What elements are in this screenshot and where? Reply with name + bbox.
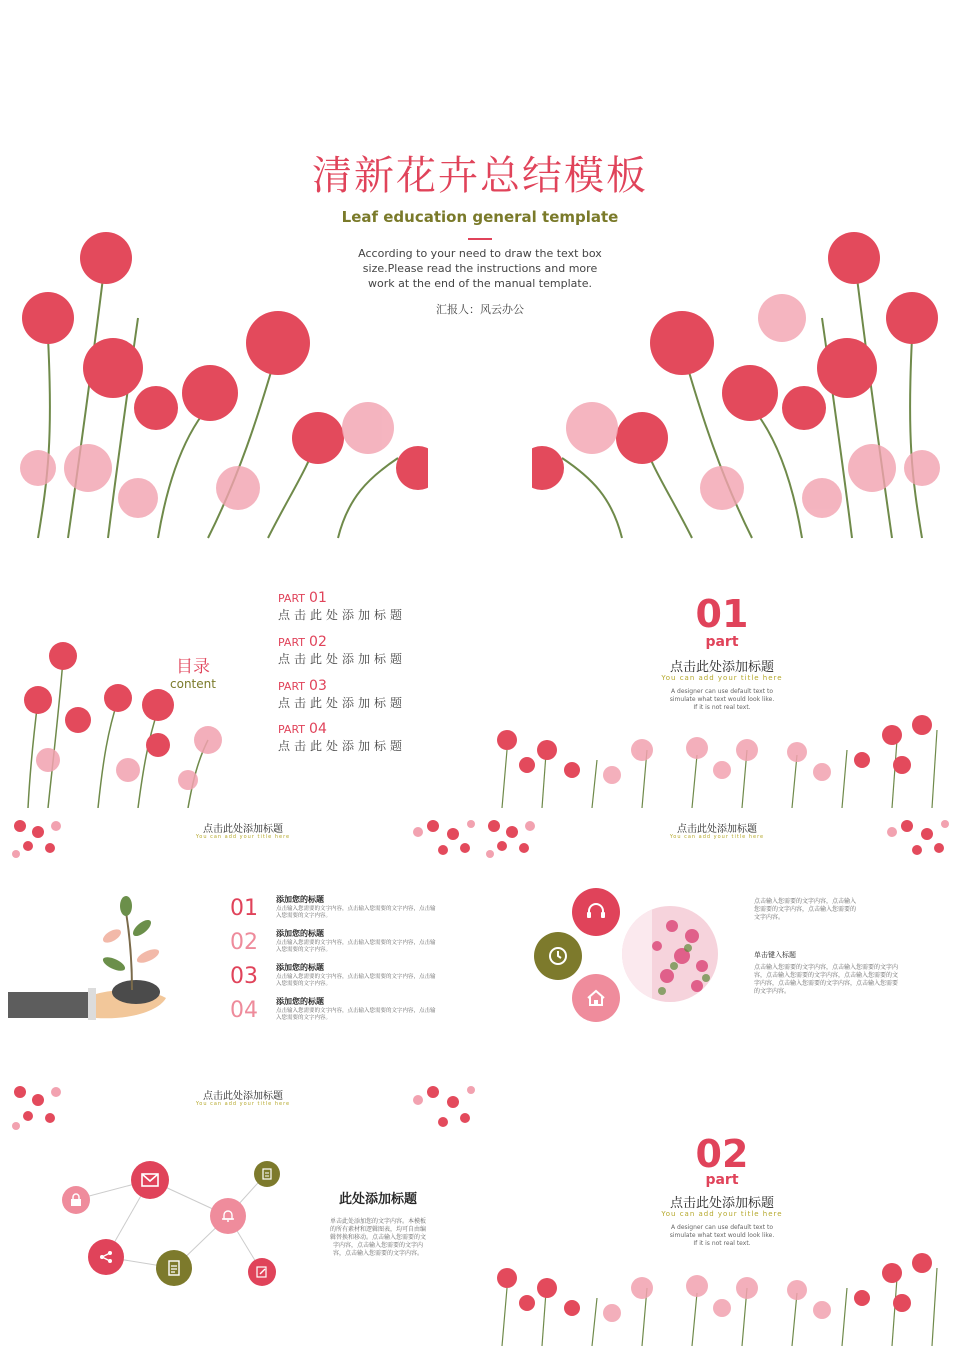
list-item-number: 03 bbox=[230, 964, 258, 989]
list-item-heading: 添加您的标题 bbox=[276, 963, 324, 972]
section-subtitle: You can add your title here bbox=[661, 1210, 783, 1218]
carnation-illustration-left bbox=[8, 218, 428, 540]
info-paragraph-1: 点击输入您需要的文字内容，点击输入您需要的文字内容，点击输入您需要的文字内容。 bbox=[754, 898, 857, 921]
toc-part-number: 02 bbox=[309, 634, 327, 650]
toc-item-3[interactable] bbox=[278, 678, 406, 711]
toc-slide bbox=[8, 580, 478, 808]
list-item-number: 04 bbox=[230, 998, 258, 1023]
document-small-icon-circle bbox=[254, 1161, 280, 1187]
carnation-corner-right bbox=[877, 812, 952, 862]
cover-slide bbox=[8, 58, 952, 540]
toc-item-1[interactable] bbox=[278, 590, 406, 623]
header-slide-b bbox=[482, 812, 952, 862]
list-item-heading: 添加您的标题 bbox=[276, 997, 324, 1006]
header-subtitle: You can add your title here bbox=[195, 834, 291, 840]
clock-icon bbox=[547, 945, 569, 967]
toc-part-label: PART bbox=[278, 723, 306, 736]
toc-part-label: PART bbox=[278, 636, 306, 649]
headset-icon-circle bbox=[572, 888, 620, 936]
toc-part-number: 01 bbox=[309, 590, 327, 606]
toc-part-label: PART bbox=[278, 592, 306, 605]
cover-description: According to your need to draw the text box size.Please read the instructions and more work at the end of the manual template. bbox=[358, 247, 602, 290]
icons-photo-slide bbox=[482, 872, 952, 1042]
carnation-corner-right bbox=[403, 812, 478, 862]
network-heading: 此处添加标题 bbox=[338, 1192, 417, 1207]
carnation-illustration-right bbox=[532, 218, 952, 540]
home-icon bbox=[585, 987, 607, 1009]
cover-reporter: 汇报人：风云办公 bbox=[436, 303, 524, 316]
section-02-slide bbox=[482, 1120, 952, 1346]
section-description: A designer can use default text to simulate what text would look like. If it is not real text. bbox=[669, 1224, 775, 1247]
home-icon-circle bbox=[572, 974, 620, 1022]
header-subtitle: You can add your title here bbox=[195, 1101, 291, 1107]
section-number: 01 bbox=[695, 592, 749, 636]
toc-item-text: 点击此处添加标题 bbox=[278, 696, 407, 710]
mail-icon-circle bbox=[131, 1161, 169, 1199]
network-slide bbox=[8, 1140, 478, 1300]
lock-icon-circle bbox=[62, 1186, 90, 1214]
share-icon bbox=[98, 1249, 114, 1265]
mail-icon bbox=[141, 1173, 159, 1187]
toc-part-number: 04 bbox=[309, 721, 327, 737]
header-slide-a bbox=[8, 812, 478, 862]
section-description: A designer can use default text to simulate what text would look like. If it is not real text. bbox=[669, 688, 775, 711]
lock-icon bbox=[70, 1193, 82, 1207]
document-icon-circle bbox=[156, 1250, 192, 1286]
edit-icon bbox=[256, 1266, 268, 1278]
clock-icon-circle bbox=[534, 932, 582, 980]
header-subtitle: You can add your title here bbox=[669, 834, 765, 840]
list-item-text: 点击输入您需要的文字内容，点击输入您需要的文字内容，点击输入您需要的文字内容。 bbox=[276, 906, 436, 919]
toc-item-text: 点击此处添加标题 bbox=[278, 739, 407, 753]
section-title: 点击此处添加标题 bbox=[669, 1196, 774, 1211]
header-slide-c bbox=[8, 1078, 478, 1138]
section-01-slide bbox=[482, 580, 952, 808]
carnation-border-bottom bbox=[482, 710, 952, 808]
carnation-border-bottom bbox=[482, 1248, 952, 1346]
list-item-heading: 添加您的标题 bbox=[276, 895, 324, 904]
flower-photo bbox=[622, 906, 718, 1002]
list-item-number: 01 bbox=[230, 896, 258, 921]
hand-plant-illustration bbox=[8, 892, 178, 1022]
section-title: 点击此处添加标题 bbox=[669, 660, 774, 675]
headset-icon bbox=[585, 901, 607, 923]
cover-title: 清新花卉总结模板 bbox=[312, 153, 648, 199]
bell-icon-circle bbox=[210, 1198, 246, 1234]
list-item-number: 02 bbox=[230, 930, 258, 955]
header-title: 点击此处添加标题 bbox=[203, 1091, 283, 1102]
header-title: 点击此处添加标题 bbox=[203, 824, 283, 835]
list-item-text: 点击输入您需要的文字内容，点击输入您需要的文字内容，点击输入您需要的文字内容。 bbox=[276, 940, 436, 953]
header-title: 点击此处添加标题 bbox=[677, 824, 757, 835]
document-icon bbox=[168, 1260, 180, 1276]
carnation-corner-right bbox=[403, 1078, 478, 1138]
toc-item-text: 点击此处添加标题 bbox=[278, 652, 407, 666]
edit-icon-circle bbox=[248, 1258, 276, 1286]
list-item-text: 点击输入您需要的文字内容，点击输入您需要的文字内容，点击输入您需要的文字内容。 bbox=[276, 974, 436, 987]
toc-item-2[interactable] bbox=[278, 634, 406, 667]
list-item-text: 点击输入您需要的文字内容，点击输入您需要的文字内容，点击输入您需要的文字内容。 bbox=[276, 1008, 436, 1021]
cover-subtitle: Leaf education general template bbox=[341, 208, 619, 226]
cover-divider bbox=[468, 238, 492, 240]
info-heading: 单击键入标题 bbox=[754, 951, 796, 959]
share-icon-circle bbox=[88, 1239, 124, 1275]
list-item-heading: 添加您的标题 bbox=[276, 929, 324, 938]
bell-icon bbox=[220, 1208, 236, 1224]
toc-title: 目录 bbox=[176, 657, 210, 677]
toc-part-label: PART bbox=[278, 680, 306, 693]
section-subtitle: You can add your title here bbox=[661, 674, 783, 682]
toc-subtitle: content bbox=[170, 677, 216, 691]
toc-part-number: 03 bbox=[309, 678, 327, 694]
section-part-label: part bbox=[705, 634, 739, 650]
document-icon bbox=[262, 1168, 272, 1180]
toc-item-text: 点击此处添加标题 bbox=[278, 608, 407, 622]
section-number: 02 bbox=[695, 1132, 749, 1176]
network-text: 单击此处添加您的文字内容。本模板的所有素材和逻辑图表，均可自由编辑替换和移动。点击输入您需要的文字内容，点击输入您需要的文字内容，点击输入您需要的文字内容。 bbox=[330, 1218, 427, 1257]
section-part-label: part bbox=[705, 1172, 739, 1188]
list-slide bbox=[8, 872, 478, 1042]
toc-item-4[interactable] bbox=[278, 721, 406, 754]
info-paragraph-2: 点击输入您需要的文字内容，点击输入您需要的文字内容，点击输入您需要的文字内容，点击输入您需要的文字内容，点击输入您需要的文字内容，点击输入您需要的文字内容。 bbox=[754, 964, 899, 995]
